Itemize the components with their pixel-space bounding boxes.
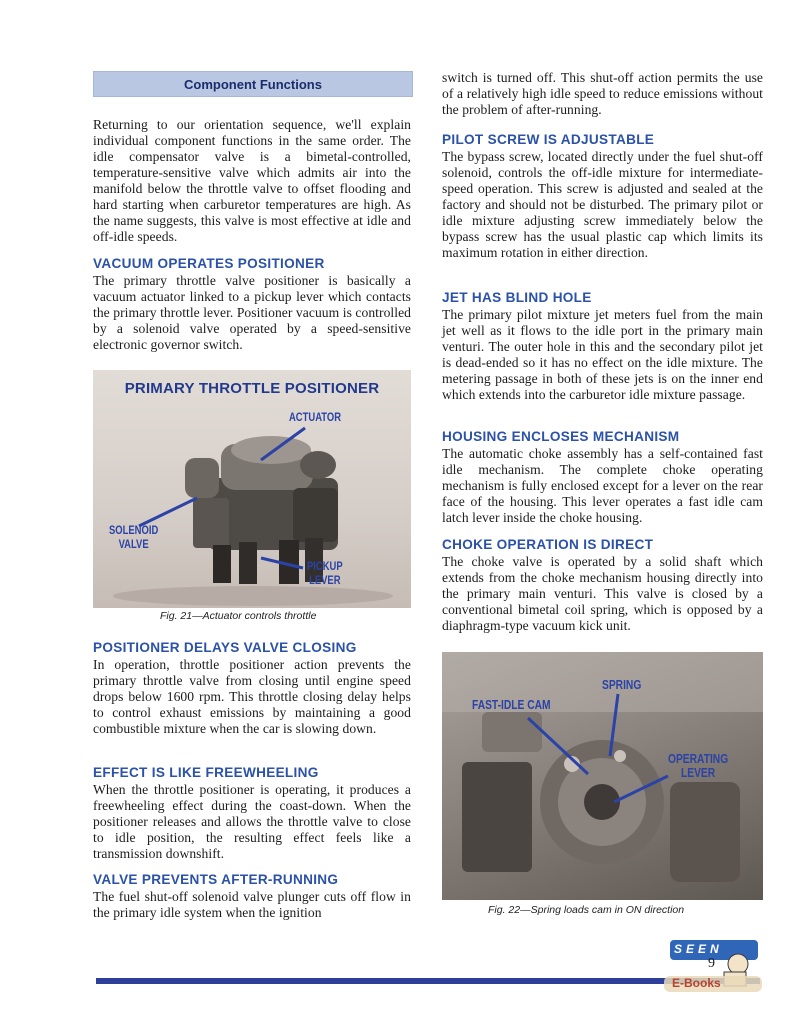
section-text-jet: The primary pilot mixture jet meters fuel from the main jet well as it flows to the idle port in the primary main venturi. The outer hole in this and the secondary pilot jet is dead-ended so it has no effect on the idle mixture. The metering passage in both of these jets is on the inner end which extends into the carburetor idle mixture passage.: [442, 307, 763, 402]
section-heading-vacuum: VACUUM OPERATES POSITIONER: [93, 256, 325, 271]
footer-rule: [96, 978, 760, 984]
logo-top-text: SEEN: [674, 942, 723, 956]
continued-paragraph: switch is turned off. This shut-off action permits the use of a relatively high idle speed to reduce emissions without the problem of after-running.: [442, 70, 763, 117]
callout-fast-idle-cam: FAST-IDLE CAM: [472, 698, 551, 712]
callout-actuator: ACTUATOR: [289, 412, 342, 424]
section-heading-choke: CHOKE OPERATION IS DIRECT: [442, 537, 654, 552]
callout-spring: SPRING: [602, 678, 642, 692]
section-heading-housing: HOUSING ENCLOSES MECHANISM: [442, 429, 680, 444]
figure-22-caption: Fig. 22—Spring loads cam in ON direction: [488, 904, 685, 916]
section-banner-title: Component Functions: [184, 76, 322, 92]
figure-22-photo: [442, 652, 763, 900]
callout-solenoid-valve: SOLENOID VALVE: [109, 525, 159, 551]
callout-pickup-lever: PICKUP LEVER: [307, 561, 343, 587]
intro-paragraph: Returning to our orientation sequence, we'll explain individual component functions in the same order. The idle compensator valve is a bimetal-controlled, temperature-sensitive valve which admits air into the manifold below the throttle valve to offset flooding and hard starting when carburetor temperatures are high. As the name suggests, this valve is most effective at idle and off-idle speeds.: [93, 117, 411, 244]
logo-bottom-text: E-Books: [672, 976, 721, 990]
section-heading-positioner-delays: POSITIONER DELAYS VALVE CLOSING: [93, 640, 357, 655]
section-text-after-running: The fuel shut-off solenoid valve plunger cuts off flow in the primary idle system when the ignition: [93, 889, 411, 920]
carburetor-illustration: [93, 370, 411, 608]
section-banner: [93, 71, 413, 97]
section-heading-pilot-screw: PILOT SCREW IS ADJUSTABLE: [442, 132, 655, 147]
callout-operating-lever: OPERATING LEVER: [668, 752, 729, 780]
page-number: 9: [708, 956, 715, 971]
figure-21-photo: [93, 370, 411, 608]
figure-21-caption: Fig. 21—Actuator controls throttle: [160, 610, 317, 622]
section-text-pilot-screw: The bypass screw, located directly under the fuel shut-off solenoid, controls the off-idle mixture for intermediate-speed operation. This screw is adjusted and sealed at the factory and should not be disturbed. The primary pilot or idle mixture adjusting screw immediately below the bypass screw has the usual plastic cap which limits its maximum rotation in either direction.: [442, 149, 763, 260]
section-text-freewheeling: When the throttle positioner is operating, it produces a freewheeling effect during the coast-down. When the positioner releases and allows the throttle valve to close to idle position, the resulting effect feels like a transmission downshift.: [93, 782, 411, 861]
figure-21-title: PRIMARY THROTTLE POSITIONER: [124, 380, 380, 397]
section-heading-freewheeling: EFFECT IS LIKE FREEWHEELING: [93, 765, 319, 780]
section-heading-after-running: VALVE PREVENTS AFTER-RUNNING: [93, 872, 339, 887]
section-heading-jet: JET HAS BLIND HOLE: [442, 290, 592, 305]
seen-ebooks-logo: [664, 938, 762, 994]
section-text-choke: The choke valve is operated by a solid shaft which extends from the choke mechanism housing directly into the primary main venturi. This valve is closed by a conventional bimetal coil spring, which is opposed by a diaphragm-type vacuum kick unit.: [442, 554, 763, 633]
section-text-vacuum: The primary throttle valve positioner is basically a vacuum actuator linked to a pickup lever which contacts the primary throttle lever. Positioner vacuum is controlled by a solenoid valve operated by a speed-sensitive electronic governor switch.: [93, 273, 411, 352]
section-text-positioner-delays: In operation, throttle positioner action prevents the primary throttle valve from closing until engine speed drops below 1600 rpm. This throttle closing delay helps to control exhaust emissions by maintaining a good combustible mixture when the car is slowing down.: [93, 657, 411, 736]
section-text-housing: The automatic choke assembly has a self-contained fast idle mechanism. The complete choke operating mechanism is fully enclosed except for a lever on the rear face of the housing. This lever operates a fast idle cam latch lever inside the choke housing.: [442, 446, 763, 525]
